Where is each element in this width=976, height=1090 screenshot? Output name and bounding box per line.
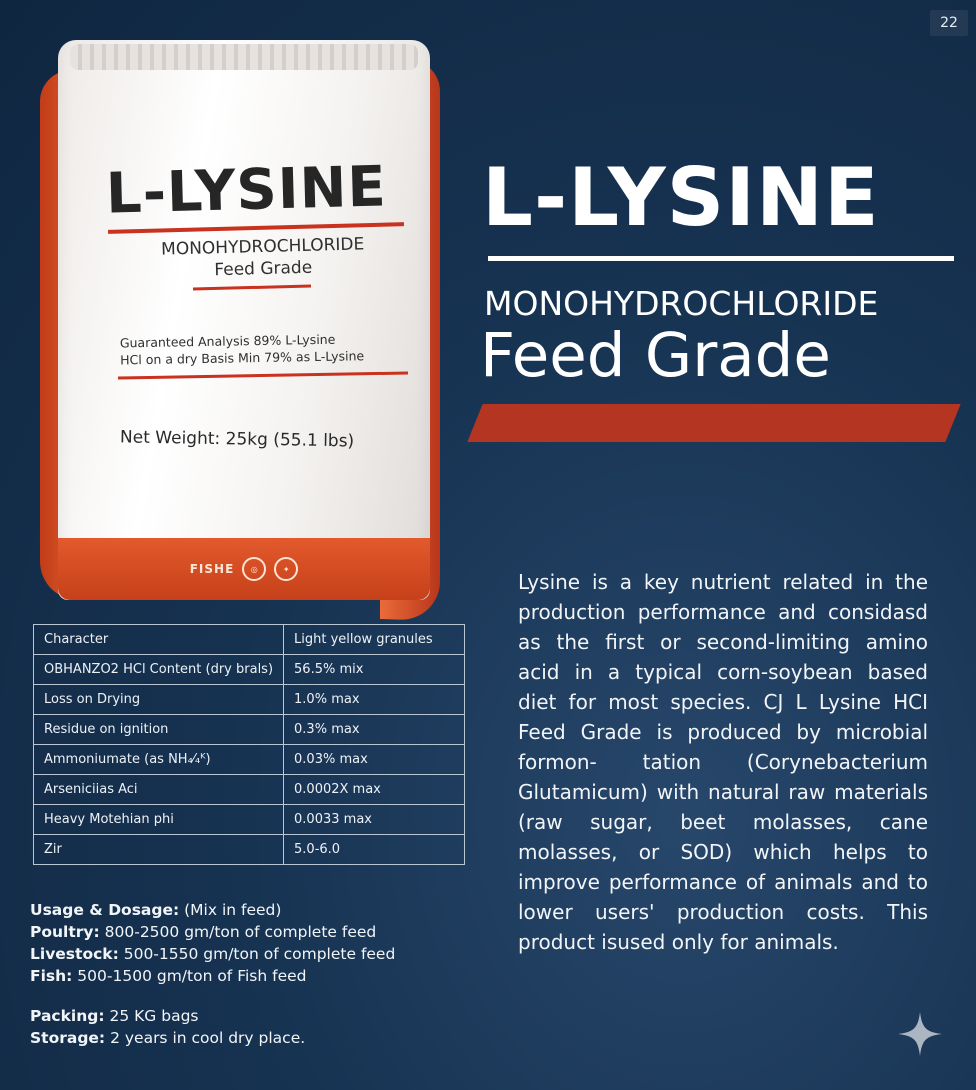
usage-section (30, 899, 395, 987)
spec-table (33, 624, 465, 865)
packing-info: Packing: 25 KG bags (30, 1007, 199, 1025)
spec-character-cell: Residue on ignition (34, 715, 284, 745)
usage-heading: Usage & Dosage: (Mix in feed) (30, 901, 282, 919)
accent-band (467, 404, 960, 442)
table-row (34, 805, 465, 835)
spec-character-cell: Arseniciias Aci (34, 775, 284, 805)
table-row (34, 715, 465, 745)
spec-character-cell: Zir (34, 835, 284, 865)
spec-character-cell: Loss on Drying (34, 685, 284, 715)
spec-character-cell: Character (34, 625, 284, 655)
bag-net-weight: Net Weight: 25kg (55.1 lbs) (119, 427, 355, 452)
spec-value-cell: 56.5% mix (284, 655, 465, 685)
table-row (34, 625, 465, 655)
storage-info: Storage: 2 years in cool dry place. (30, 1029, 306, 1047)
spec-character-cell: OBHANZO2 HCl Content (dry brals) (34, 655, 284, 685)
bag-analysis-line2: HCl on a dry Basis Min 79% as L-Lysine (120, 348, 365, 368)
sparkle-star-icon (896, 1010, 944, 1058)
bag-bottom-band (58, 538, 430, 600)
bag-analysis-line1: Guaranteed Analysis 89% L-Lysine (119, 331, 336, 351)
table-row (34, 655, 465, 685)
bag-analysis (120, 330, 401, 369)
bag-subtitle-line2: Feed Grade (214, 257, 313, 281)
bag-subtitle-line1: MONOHYDROCHLORIDE (160, 234, 365, 260)
bag-divider (118, 371, 408, 379)
quality-seal-icon: ◎ (242, 557, 266, 581)
table-row (34, 835, 465, 865)
spec-value-cell: 0.3% max (284, 715, 465, 745)
spec-value-cell: 0.03% max (284, 745, 465, 775)
bag-divider (193, 284, 311, 290)
spec-value-cell: 0.0033 max (284, 805, 465, 835)
page-number: 22 (930, 10, 968, 36)
bag-subtitle (127, 232, 398, 283)
certification-seal-icon: ✦ (274, 557, 298, 581)
spec-character-cell: Ammoniumate (as NH₄⁄₄ᴷ) (34, 745, 284, 775)
bag-brand-logo: FISHE (189, 562, 235, 576)
table-row (34, 685, 465, 715)
title-underline (488, 256, 954, 261)
bag-top-seam (70, 44, 418, 70)
product-bag-image (40, 30, 440, 610)
spec-value-cell: 1.0% max (284, 685, 465, 715)
bag-front (58, 40, 430, 600)
spec-value-cell: 0.0002X max (284, 775, 465, 805)
packing-section (30, 1005, 305, 1049)
grade-heading: Feed Grade (480, 320, 831, 391)
spec-value-cell: Light yellow granules (284, 625, 465, 655)
usage-poultry: Poultry: 800-2500 gm/ton of complete feed (30, 923, 377, 941)
table-row (34, 775, 465, 805)
page-subtitle: MONOHYDROCHLORIDE (484, 284, 879, 323)
usage-fish: Fish: 500-1500 gm/ton of Fish feed (30, 967, 307, 985)
page-title: L-LYSINE (482, 151, 880, 244)
usage-livestock: Livestock: 500-1550 gm/ton of complete feed (30, 945, 396, 963)
table-row (34, 745, 465, 775)
spec-character-cell: Heavy Motehian phi (34, 805, 284, 835)
bag-title: L-LYSINE (105, 154, 388, 227)
spec-value-cell: 5.0-6.0 (284, 835, 465, 865)
product-description: Lysine is a key nutrient related in the production performance and considasd as the first or second-limiting amino acid in a typical corn-soybean based diet for most species. CJ L Lysine HCI Feed Grade is produced by microbial formon- tation (Corynebacterium Glutamicum) with natural raw materials (raw sugar, beet molasses, cane molasses, or SOD) which helps to improve performance of animals and to lower users' production costs. This product isused only for animals. (518, 570, 928, 954)
